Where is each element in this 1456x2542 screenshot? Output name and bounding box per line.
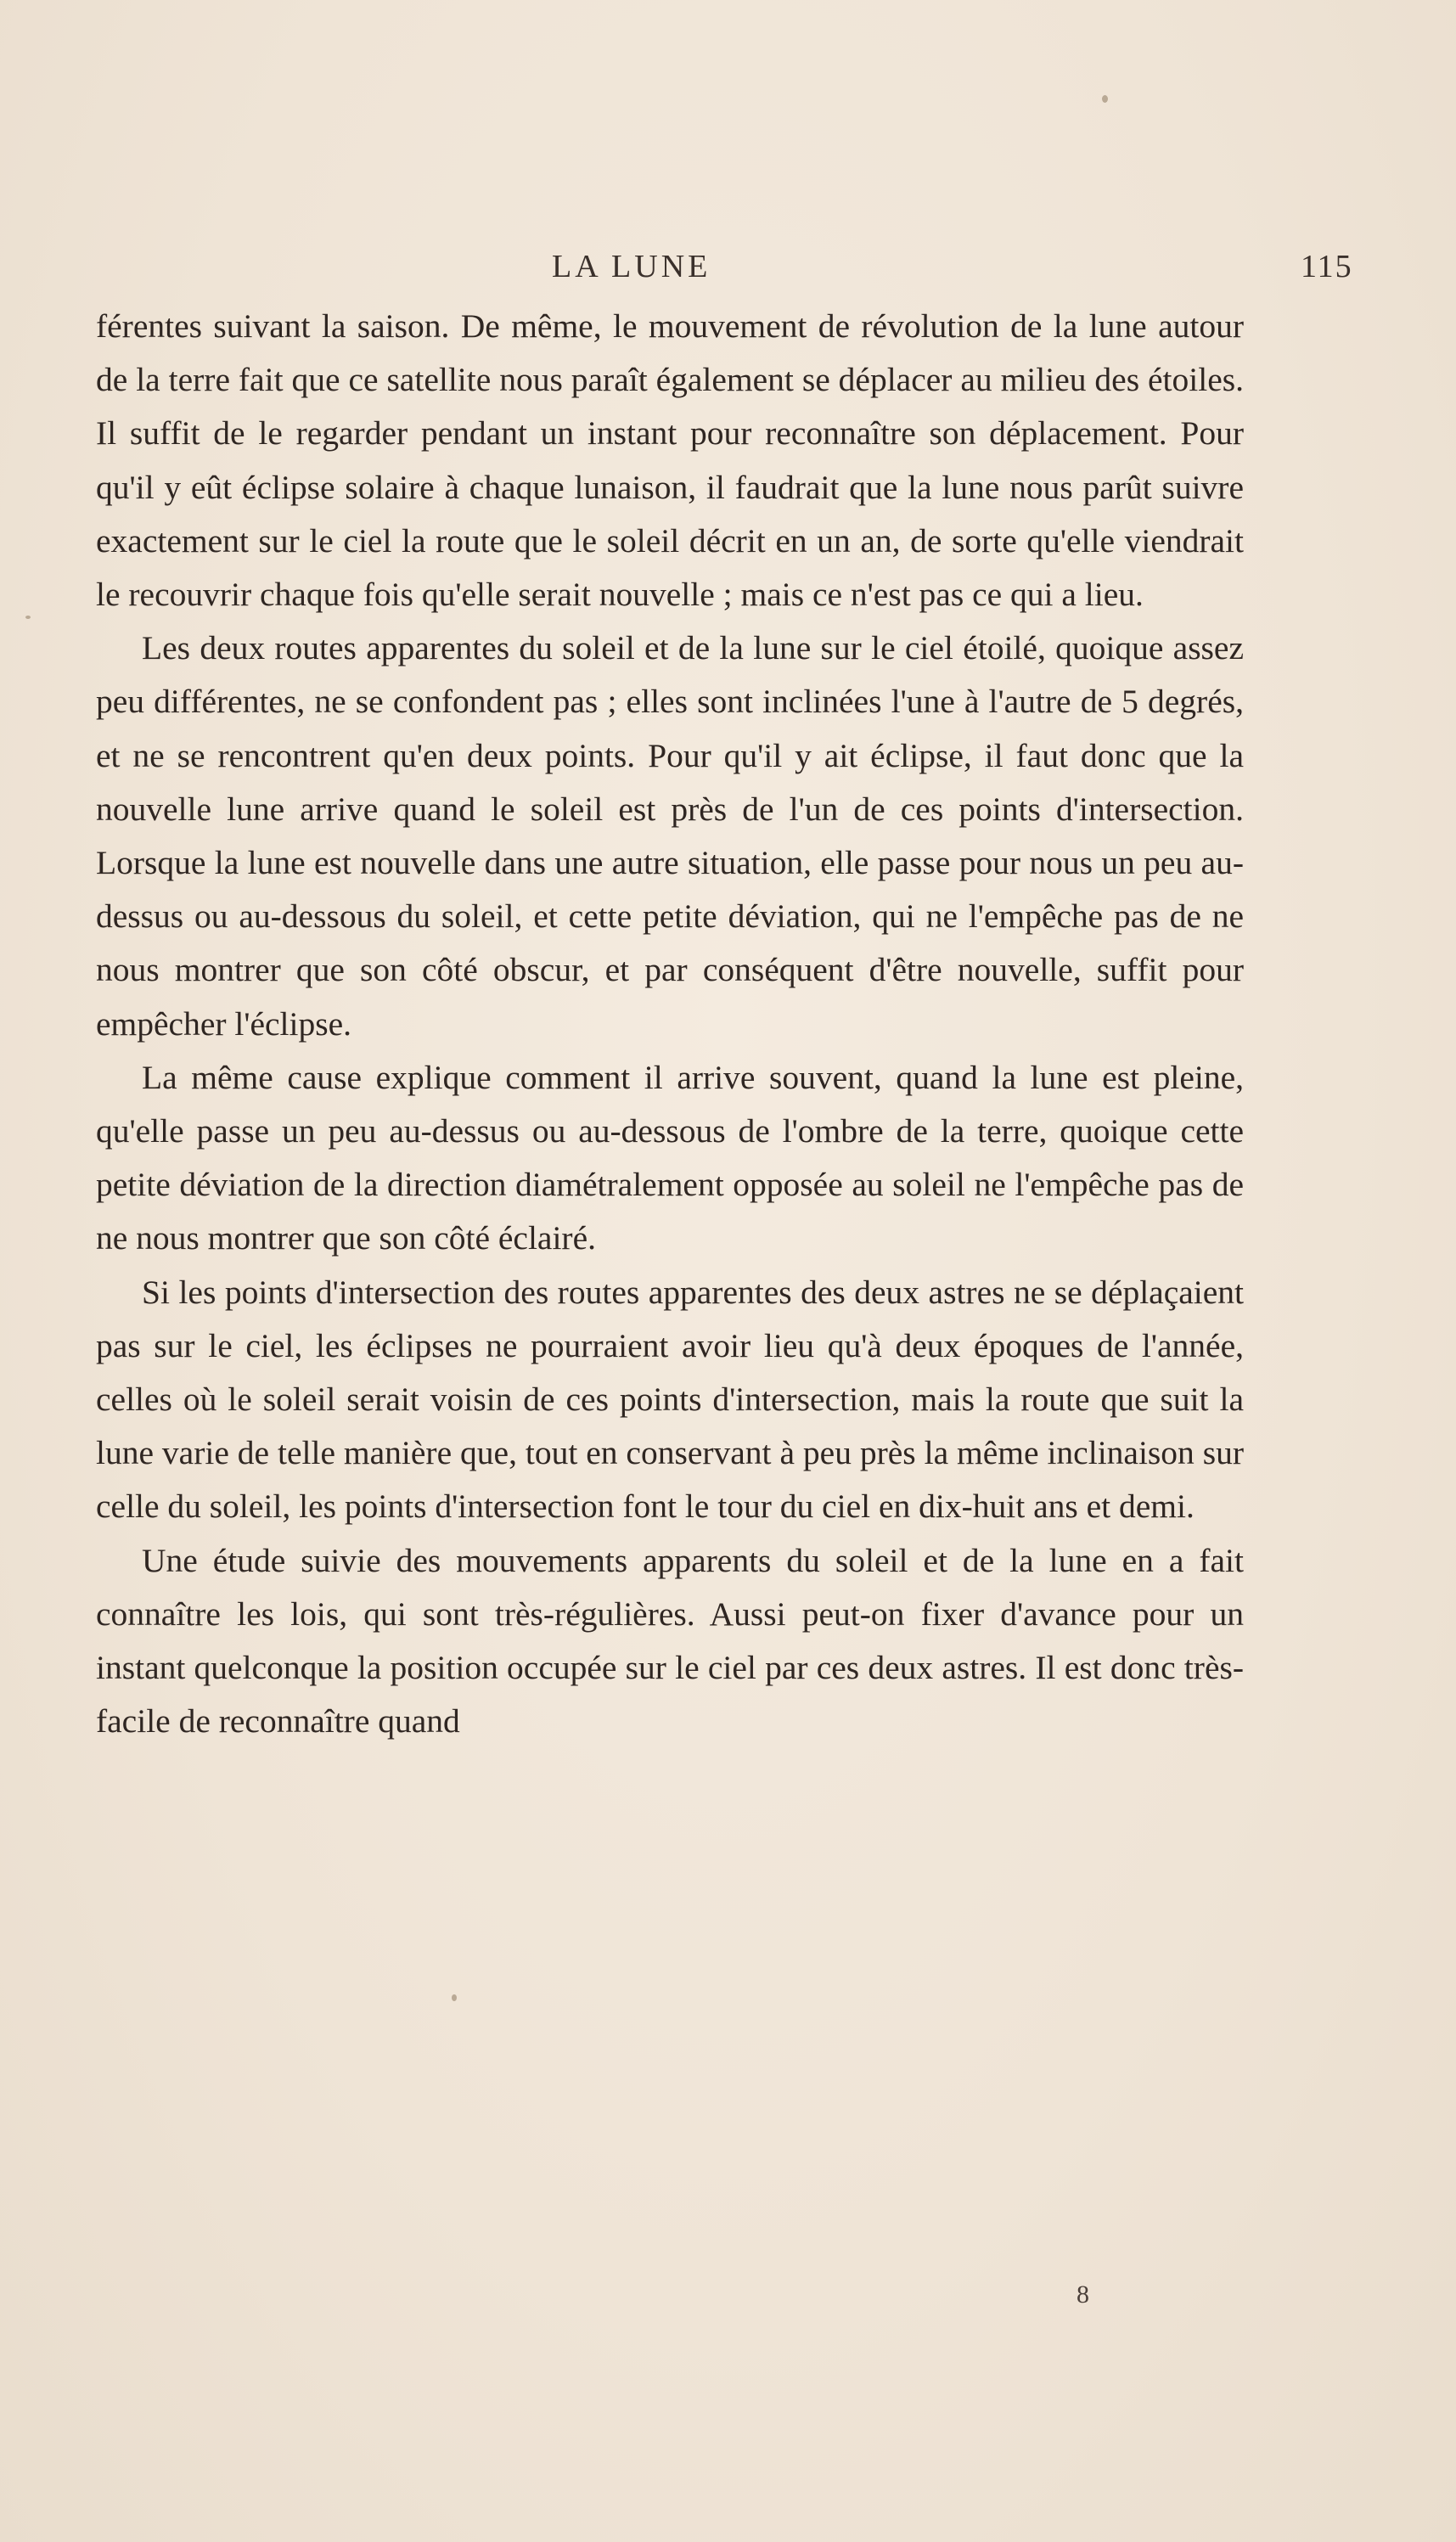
running-head: [0, 248, 1456, 299]
paper-speck: [1102, 95, 1108, 103]
paragraph: Une étude suivie des mouvements apparents du soleil et de la lune en a fait connaître les lois, qui sont très-régulières. Aussi peut-on fixer d'avance pour un instant quelconque la position occupée sur le ciel par ces deux astres. Il est donc très-facile de reconnaître quand: [96, 1541, 1244, 1741]
paper-speck: [25, 616, 31, 619]
running-title: LA LUNE: [552, 249, 711, 284]
paragraph: Les deux routes apparentes du soleil et de la lune sur le ciel étoilé, quoique assez peu différentes, ne se confondent pas ; elles sont inclinées l'une à l'autre de 5 degrés, et ne se rencontrent qu'en deux points. Pour qu'il y ait éclipse, il faut donc que la nouvelle lune arrive quand le soleil est près de l'un de ces points d'intersection. Lorsque la lune est nouvelle dans une autre situation, elle passe pour nous un peu au-dessus ou au-dessous du soleil, et cette petite déviation, qui ne l'empêche pas de ne nous montrer que son côté obscur, et par conséquent d'être nouvelle, suffit pour empêcher l'éclipse.: [96, 629, 1244, 1043]
body-text: [96, 300, 1244, 1748]
signature-mark: 8: [1077, 2280, 1089, 2309]
paragraph: férentes suivant la saison. De même, le mouvement de révolution de la lune autour de la terre fait que ce satellite nous paraît également se déplacer au milieu des étoiles. Il suffit de le regarder pendant un instant pour reconnaître son déplacement. Pour qu'il y eût éclipse solaire à chaque lunaison, il faudrait que la lune nous parût suivre exactement sur le ciel la route que le soleil décrit en un an, de sorte qu'elle viendrait le recouvrir chaque fois qu'elle serait nouvelle ; mais ce n'est pas ce qui a lieu.: [96, 307, 1244, 614]
paragraph: Si les points d'intersection des routes apparentes des deux astres ne se déplaçaient pas sur le ciel, les éclipses ne pourraient avoir lieu qu'à deux époques de l'année, celles où le soleil serait voisin de ces points d'intersection, mais la route que suit la lune varie de telle manière que, tout en conservant à peu près la même inclinaison sur celle du soleil, les points d'intersection font le tour du ciel en dix-huit ans et demi.: [96, 1273, 1244, 1526]
paper-speck: [452, 1994, 457, 2001]
page-number: 115: [1301, 249, 1353, 284]
paragraph: La même cause explique comment il arrive souvent, quand la lune est pleine, qu'elle passe un peu au-dessus ou au-dessous de l'ombre de la terre, quoique cette petite déviation de la direction diamétralement opposée au soleil ne l'empêche pas de ne nous montrer que son côté éclairé.: [96, 1058, 1244, 1257]
